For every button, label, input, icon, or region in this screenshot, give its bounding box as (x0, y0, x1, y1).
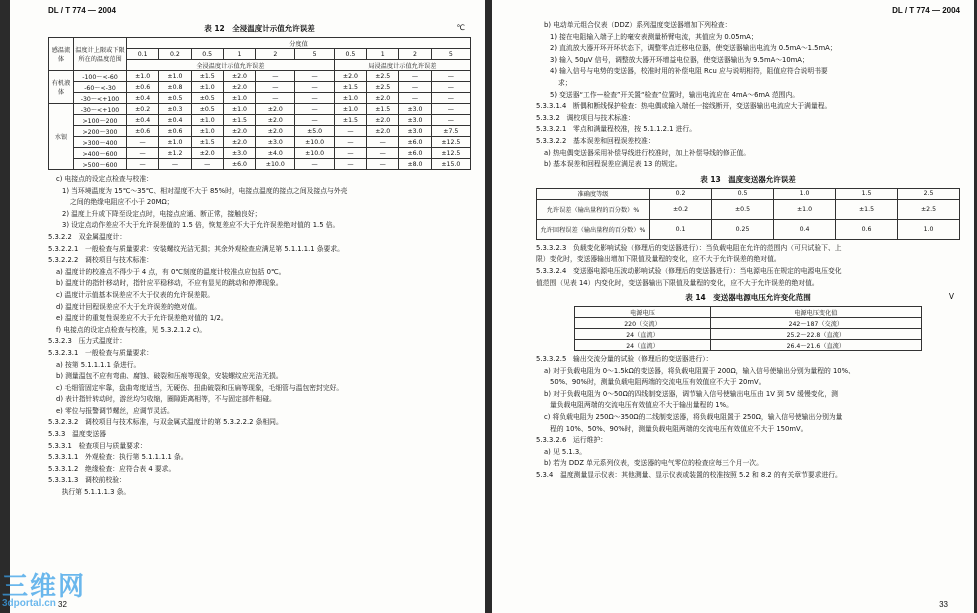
table-cell: — (334, 159, 366, 170)
table-head-cell: 0.2 (159, 49, 191, 60)
table-cell: — (334, 148, 366, 159)
table-cell: — (367, 137, 399, 148)
watermark-main: 三维网 (2, 571, 87, 601)
table-cell: — (431, 93, 470, 104)
table-cell: — (295, 82, 334, 93)
table-cell: — (367, 148, 399, 159)
table-cell: ±0.6 (159, 126, 191, 137)
text-line: b) 对于负载电阻为 0～50Ω的四线制变送器，调节输入信号使输出电压由 1V 到 5V 缓慢变化，测 (544, 389, 838, 398)
table-cell: ±1.5 (191, 71, 223, 82)
table-cell: — (127, 159, 159, 170)
table-head-cell: 感温流体 (49, 38, 74, 71)
table-cell: ±2.5 (367, 82, 399, 93)
table-cell: -60～<-30 (74, 82, 127, 93)
table-cell: ±2.0 (223, 126, 255, 137)
table-cell: 220（交流） (575, 318, 711, 329)
text-line: 5.3.3.1.2 绝缘检查：应符合表 4 要求。 (48, 464, 176, 473)
table-cell: ±2.0 (223, 137, 255, 148)
text-line: 5.3.3.2 调校项目与技术标准： (536, 113, 635, 122)
table-cell: ±1.5 (836, 199, 898, 219)
table-cell: ±0.8 (159, 82, 191, 93)
text-line: a) 见 5.1.3。 (544, 447, 587, 456)
text-line: 5.3.3 温度变送器 (48, 430, 107, 439)
right-page (492, 0, 974, 613)
table-cell: >500～600 (74, 159, 127, 170)
table-cell: ±1.0 (159, 71, 191, 82)
table-cell: ±3.0 (399, 126, 431, 137)
table-head-cell: 0.1 (127, 49, 159, 60)
table-cell: — (399, 82, 431, 93)
table-cell: ±0.3 (159, 104, 191, 115)
text-line: 5.3.3.2.5 输出交流分量的试验（修理后的变送器进行）： (536, 355, 713, 364)
table-head-cell: 1 (223, 49, 255, 60)
table-cell: ±3.0 (256, 137, 295, 148)
table-cell: ±2.5 (898, 199, 960, 219)
table-cell: 0.1 (650, 219, 712, 239)
table-cell: ±1.5 (334, 82, 366, 93)
table-cell: >300～400 (74, 137, 127, 148)
table-cell: ±1.0 (191, 126, 223, 137)
table-head-cell: 局浸温度计示值允许误差 (334, 60, 470, 71)
table-head-cell: 全浸温度计示值允许误差 (127, 60, 335, 71)
table-head-cell: 1.0 (774, 188, 836, 199)
table-row (49, 104, 471, 115)
text-line: 3) 输入 50μV 信号，调整放大器开环增益电位器，使变送器输出为 9.5mA～10mA； (550, 55, 809, 64)
text-line: 4) 输入信号与电势的变送器，校准时用的补偿电阻 Rcu 应与说明相符，阻值应符合说明书要 (550, 67, 828, 76)
right-body-text-b (536, 243, 960, 289)
table-14 (574, 306, 922, 351)
table-cell: ±2.0 (256, 115, 295, 126)
table-cell: ±1.0 (223, 93, 255, 104)
text-line: 1) 当环境温度为 15℃～35℃、相对湿度不大于 85%时，电接点温度的接点之间及接点与外壳 (62, 186, 348, 195)
table-row (49, 82, 471, 93)
table-cell: ±0.5 (712, 199, 774, 219)
table-cell: -100～<-60 (74, 71, 127, 82)
table-cell: ±2.0 (367, 115, 399, 126)
table-head-cell: 2 (399, 49, 431, 60)
table-row (49, 159, 471, 170)
table-cell: ±0.2 (650, 199, 712, 219)
text-line: b) 若为 DDZ 单元系列仪表，变送器的电气零位的检查应每三个月一次。 (544, 459, 763, 468)
table-cell: 有机液体 (49, 71, 74, 104)
page-header: DL / T 774 — 2004 (48, 6, 116, 15)
table-row (575, 318, 922, 329)
table-head-cell: 0.5 (712, 188, 774, 199)
table-cell: ±5.0 (295, 126, 334, 137)
table-13 (536, 188, 960, 240)
text-line: 值范围（见表 14）内变化时，变送器输出下限值及量程的变化，应不大于允许误差的绝对值。 (536, 278, 819, 287)
text-line: c) 电接点的设定点检查与校准： (56, 175, 153, 183)
table-cell: ±1.5 (334, 115, 366, 126)
table-cell: ±6.0 (223, 159, 255, 170)
table-head-cell: 5 (431, 49, 470, 60)
table-cell: 24（直流） (575, 340, 711, 351)
table-cell: — (256, 82, 295, 93)
page-number: 33 (939, 600, 948, 609)
table-cell: — (295, 115, 334, 126)
text-line: 3) 设定点动作差应不大于允许误差值的 1.5 倍，恢复差应不大于允许误差绝对值的 1.5 倍。 (62, 221, 340, 230)
table-cell: ±3.0 (399, 104, 431, 115)
table-cell: ±2.0 (367, 93, 399, 104)
text-line: 5.3.2.3.1 一般检查与质量要求： (48, 348, 154, 357)
text-line: 5.3.3.2.2 基本误差和回程误差校准： (536, 136, 655, 145)
page-number: 32 (58, 600, 67, 609)
table-head-cell: 电源电压变化值 (710, 307, 921, 318)
table-cell: ±0.6 (127, 82, 159, 93)
table-cell: 允许误差（输出量程的百分数）% (537, 199, 650, 219)
text-line: 1) 接在电阻输入端子上的毫安表测量桥臂电流，其值应为 0.05mA； (550, 32, 758, 41)
text-line: b) 温度计的指针移动时，指针应平稳移动，不应有显见的跳动和停滞现象。 (56, 279, 283, 288)
text-line: 量负载电阻两端的交流电压有效值应不大于输出量程的 1%。 (550, 401, 733, 410)
text-line: 求； (558, 78, 572, 87)
table-cell: ±2.0 (223, 82, 255, 93)
text-line: 执行第 5.1.1.1.3 条。 (48, 488, 131, 497)
table-cell: ±0.2 (127, 104, 159, 115)
table-cell: ±0.6 (127, 126, 159, 137)
table-cell: ±2.0 (256, 104, 295, 115)
table-cell: ±0.4 (127, 115, 159, 126)
table-cell: — (367, 159, 399, 170)
text-line: f) 电接点的设定点检查与校准，见 5.3.2.1.2 c)。 (56, 325, 207, 334)
table-cell: ±1.0 (159, 137, 191, 148)
text-line: c) 温度计示值基本误差应不大于仪表的允许误差限。 (56, 290, 215, 299)
table-cell: >400～600 (74, 148, 127, 159)
table-cell: — (256, 93, 295, 104)
table-row (575, 329, 922, 340)
table-cell: >200～300 (74, 126, 127, 137)
text-line: 5.3.2.2.1 一般检查与质量要求：安装螺纹光洁无损；其余外观检查应满足第 5.1.1.1.1 条要求。 (48, 244, 344, 253)
table-cell: ±0.4 (127, 93, 159, 104)
text-line: 5.3.3.1.4 断偶和断线保护检查：热电偶或输入端任一接线断开，变送器输出电流应大于满量程。 (536, 102, 832, 111)
table-cell: ±15.0 (431, 159, 470, 170)
table-cell: ±4.0 (256, 148, 295, 159)
text-line: 5.3.2.2 双金属温度计： (48, 232, 127, 241)
table-cell: 242～187（交流） (710, 318, 921, 329)
table-head-cell: 2 (256, 49, 295, 60)
table-cell: ±12.5 (431, 148, 470, 159)
table-cell: — (295, 104, 334, 115)
table-cell: 允许回程误差（输出量程的百分数）% (537, 219, 650, 239)
table-cell: ±1.0 (334, 93, 366, 104)
table-head-cell: 电源电压 (575, 307, 711, 318)
table-head-cell: 0.2 (650, 188, 712, 199)
table-cell: — (431, 115, 470, 126)
table-cell: ±2.5 (367, 71, 399, 82)
text-line: 50%、90%时，测量负载电阻两端的交流电压有效值应不大于 20mV。 (550, 378, 766, 387)
table-cell: — (127, 148, 159, 159)
table-cell: — (334, 137, 366, 148)
table-title: 表 14 变送器电源电压允许变化范围 (685, 293, 811, 303)
table-cell: — (159, 159, 191, 170)
table-cell: ±0.5 (191, 93, 223, 104)
table-row (49, 115, 471, 126)
table-cell: — (295, 71, 334, 82)
right-body-text-c (536, 354, 960, 482)
text-line: c) 将负载电阻为 250Ω～350Ω的二线制变送器，将负载电阻置于 250Ω，输入信号使输出分别为量 (544, 413, 843, 422)
table-head-cell: 5 (295, 49, 334, 60)
table-cell: — (399, 93, 431, 104)
table-row (49, 71, 471, 82)
table-caption (48, 23, 471, 34)
table-cell: — (295, 93, 334, 104)
text-line: 程的 10%、50%、90%时，测量负载电阻两端的交流电压有效值应不大于 150mV。 (550, 424, 808, 433)
text-line: 5.3.2.3 压力式温度计： (48, 337, 127, 346)
table-cell: — (399, 71, 431, 82)
text-line: 5.3.3.2.3 负载变化影响试验（修理后的变送器进行）：当负载电阻在允许的范围内（可只试验下、上 (536, 243, 842, 252)
table-cell: ±1.5 (223, 115, 255, 126)
table-cell: ±1.2 (159, 148, 191, 159)
left-page (10, 0, 485, 613)
text-line: 5.3.3.1 检查项目与质量要求： (48, 441, 147, 450)
table-title: 表 12 全浸温度计示值允许误差 (204, 24, 315, 33)
table-cell: ±6.0 (399, 148, 431, 159)
table-head-cell: 0.5 (334, 49, 366, 60)
table-cell: ±2.0 (334, 71, 366, 82)
table-cell: ±10.0 (295, 137, 334, 148)
text-line: 5.3.3.2.1 零点和满量程校准，按 5.1.1.2.1 进行。 (536, 125, 697, 134)
table-row (575, 340, 922, 351)
left-body-text (48, 174, 471, 499)
table-cell: 0.4 (774, 219, 836, 239)
table-cell: ±1.0 (774, 199, 836, 219)
table-cell: >100～200 (74, 115, 127, 126)
table-cell: ±1.0 (191, 115, 223, 126)
text-line: e) 零位与报警调节螺丝，应调节灵活。 (56, 406, 174, 415)
table-row (49, 93, 471, 104)
table-cell: — (256, 71, 295, 82)
table-cell: ±0.4 (159, 115, 191, 126)
text-line: 5.3.4 温度测量显示仪表：其他测量、显示仪表或装置的校准按照 5.2 和 8.2 的有关章节要求进行。 (536, 471, 842, 480)
table-cell: ±1.5 (367, 104, 399, 115)
table-head-cell: 准确度等级 (537, 188, 650, 199)
table-head-cell: 1 (367, 49, 399, 60)
table-cell: 0.6 (836, 219, 898, 239)
table-cell: 25.2～22.8（直流） (710, 329, 921, 340)
right-body-text-a (536, 20, 960, 171)
table-head-cell: 0.5 (191, 49, 223, 60)
table-row (49, 137, 471, 148)
table-cell: ±2.0 (256, 126, 295, 137)
text-line: a) 对于负载电阻为 0～1.5kΩ的变送器，将负载电阻置于 200Ω，输入信号使输出分别为量程的 10%、 (544, 366, 855, 375)
text-line: a) 温度计的校准点不得少于 4 点，有 0℃刻度的温度计校准点应包括 0℃。 (56, 267, 286, 276)
table-cell: ±2.0 (191, 148, 223, 159)
table-cell: — (431, 71, 470, 82)
table-cell: — (191, 159, 223, 170)
table-cell: ±1.0 (334, 104, 366, 115)
table-cell: ±12.5 (431, 137, 470, 148)
table-cell: — (127, 137, 159, 148)
text-line: b) 电动单元组合仪表（DDZ）系列温度变送器增加下列检查： (544, 21, 732, 29)
table-cell: ±3.0 (399, 115, 431, 126)
table-cell: ±10.0 (295, 148, 334, 159)
table-12 (48, 37, 471, 170)
table-row (49, 126, 471, 137)
table-cell: ±10.0 (256, 159, 295, 170)
watermark-logo (2, 573, 86, 609)
table-caption (536, 292, 960, 303)
text-line: b) 基本误差和回程误差应满足表 13 的规定。 (544, 160, 682, 169)
table-cell: — (431, 104, 470, 115)
table-unit: ℃ (456, 23, 465, 32)
text-line: a) 热电偶变送器采用补偿导线进行校准时，加上补偿导线的修正值。 (544, 148, 751, 157)
table-cell: 0.25 (712, 219, 774, 239)
table-cell: ±2.0 (223, 71, 255, 82)
text-line: 之间的绝缘电阻应不小于 20MΩ； (70, 198, 174, 207)
text-line: 5.3.3.2.4 变送器电源电压波动影响试验（修理后的变送器进行）：当电源电压在规定的电源电压变化 (536, 266, 842, 275)
table-cell: -30～<+100 (74, 104, 127, 115)
table-cell: ±1.5 (191, 137, 223, 148)
table-head-cell: 2.5 (898, 188, 960, 199)
table-cell: ±8.0 (399, 159, 431, 170)
table-cell: — (295, 159, 334, 170)
table-cell: 水银 (49, 104, 74, 170)
text-line: d) 表计指针转动时，游丝均匀收缩，圈隙距离相等，不与固定部件相碰。 (56, 395, 276, 404)
table-cell: ±3.0 (223, 148, 255, 159)
text-line: 2) 直流放大器开环开环状态下，调整零点迁移电位器，使变送器输出电流为 0.5mA～1.5mA； (550, 44, 837, 53)
text-line: 限）变化时，变送器输出增加下限值及量程的变化，应不大于允许误差的绝对值。 (536, 255, 781, 264)
table-cell: — (334, 126, 366, 137)
text-line: c) 毛细管固定牢靠，盘曲弯度适当，无硬伤、扭曲破裂和压扁等现象，毛细管与温包密封完好。 (56, 383, 344, 392)
text-line: 5) 变送器“工作—检查”开关置“检查”位置时，输出电流应在 4mA～6mA 范围内。 (550, 90, 800, 99)
table-head-cell: 分度值 (127, 38, 471, 49)
table-cell: ±1.0 (223, 104, 255, 115)
text-line: 5.3.3.1.3 调校前校验： (48, 476, 126, 485)
table-head-cell: 温度计上限或下限所在的温度范围 (74, 38, 127, 71)
text-line: b) 测量温包不应有弯曲、腐蚀、破裂和压痕等现象，安装螺纹应光洁无损。 (56, 372, 283, 381)
page-header: DL / T 774 — 2004 (892, 6, 960, 15)
table-cell: ±6.0 (399, 137, 431, 148)
table-cell: 1.0 (898, 219, 960, 239)
text-line: 2) 温度上升或下降至设定点时，电接点应通、断正常，接触良好； (62, 209, 262, 218)
table-row (49, 148, 471, 159)
table-unit: V (948, 292, 954, 302)
table-cell: 26.4～21.6（直流） (710, 340, 921, 351)
table-cell: ±1.0 (191, 82, 223, 93)
text-line: d) 温度计回程误差应不大于允许误差的绝对值。 (56, 302, 202, 311)
text-line: e) 温度计的重复性误差应不大于允许误差绝对值的 1/2。 (56, 314, 228, 323)
text-line: 5.3.3.1.1 外观检查：执行第 5.1.1.1.1 条。 (48, 453, 188, 462)
table-cell: ±7.5 (431, 126, 470, 137)
watermark-sub: 3dportal.cn (2, 598, 56, 609)
table-cell: -30～<+100 (74, 93, 127, 104)
table-cell: ±0.5 (191, 104, 223, 115)
table-cell: 24（直流） (575, 329, 711, 340)
table-cell: ±1.0 (127, 71, 159, 82)
table-cell: ±0.5 (159, 93, 191, 104)
table-cell: — (431, 82, 470, 93)
text-line: 5.3.2.3.2 调校项目与技术标准，与双金属式温度计的第 5.3.2.2.2 条相同。 (48, 418, 283, 427)
text-line: 5.3.2.2.2 调校项目与技术标准： (48, 256, 154, 265)
text-line: a) 按第 5.1.1.1.1 条进行。 (56, 360, 141, 369)
text-line: 5.3.3.2.6 运行维护： (536, 436, 608, 445)
table-caption: 表 13 温度变送器允许误差 (700, 174, 796, 184)
table-cell: ±2.0 (367, 126, 399, 137)
table-head-cell: 1.5 (836, 188, 898, 199)
